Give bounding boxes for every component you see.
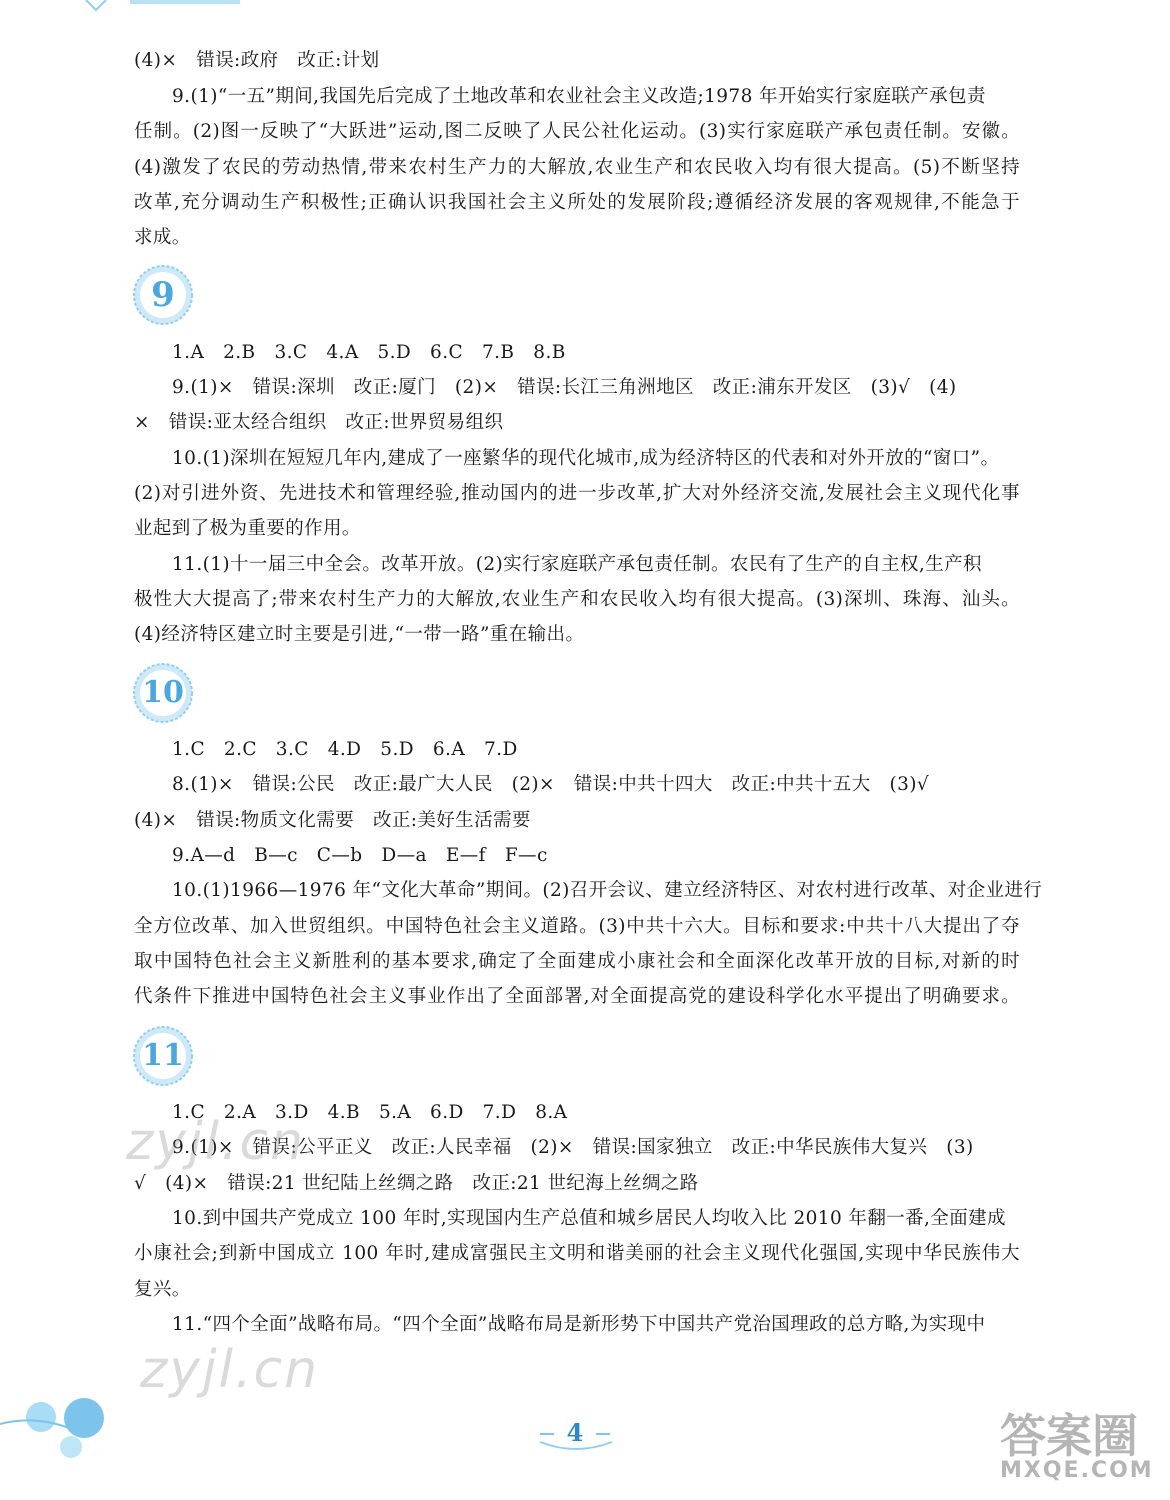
- answer-line: (4)× 错误:政府 改正:计划: [134, 50, 380, 71]
- answer-line: 9.(1)× 错误:公平正义 改正:人民幸福 (2)× 错误:国家独立 改正:中华民族伟大复兴 (3): [172, 1137, 974, 1158]
- badge-number: 11: [142, 1038, 184, 1073]
- page-number-arc-icon: [538, 1440, 614, 1454]
- answer-line: 业起到了极为重要的作用。: [134, 518, 361, 539]
- answer-line: 代条件下推进中国特色社会主义事业作出了全面部署,对全面提高党的建设科学化水平提出了明确要求。: [134, 986, 1020, 1007]
- footer-swoosh-icon: [0, 1410, 80, 1440]
- answer-line: 10.(1)1966—1976 年“文化大革命”期间。(2)召开会议、建立经济特区、对农村进行改革、对企业进行: [172, 880, 1043, 901]
- answer-line: 8.(1)× 错误:公民 改正:最广大人民 (2)× 错误:中共十四大 改正:中共十五大 (3)√: [172, 774, 930, 795]
- answer-line: 9.(1)“一五”期间,我国先后完成了土地改革和农业社会主义改造;1978 年开始实行家庭联产承包责: [172, 86, 986, 107]
- answer-line: 10.到中国共产党成立 100 年时,实现国内生产总值和城乡居民人均收入比 2010 年翻一番,全面建成: [172, 1208, 1006, 1229]
- answer-line: 求成。: [134, 227, 191, 248]
- answer-line: (4)× 错误:物质文化需要 改正:美好生活需要: [134, 810, 531, 831]
- section-badge-10: [132, 662, 194, 724]
- stamp-logo: 答案圈: [1000, 1409, 1138, 1463]
- stamp-url: MXQE.COM: [1000, 1458, 1154, 1483]
- watermark-2: zyjl.cn: [140, 1340, 320, 1400]
- answer-line: 1.A 2.B 3.C 4.A 5.D 6.C 7.B 8.B: [172, 342, 566, 363]
- answer-line: (2)对引进外资、先进技术和管理经验,推动国内的进一步改革,扩大对外经济交流,发展社会主义现代化事: [134, 483, 1020, 504]
- answer-line: 极性大大提高了;带来农村生产力的大解放,农业生产和农民收入均有很大提高。(3)深圳、珠海、汕头。: [134, 589, 1020, 610]
- answer-line: (4)激发了农民的劳动热情,带来农村生产力的大解放,农业生产和农民收入均有很大提高。(5)不断坚持: [134, 157, 1020, 178]
- answer-line: 改革,充分调动生产积极性;正确认识我国社会主义所处的发展阶段;遵循经济发展的客观规律,不能急于: [134, 192, 1020, 213]
- answer-line: (4)经济特区建立时主要是引进,“一带一路”重在输出。: [134, 624, 585, 645]
- answer-line: 复兴。: [134, 1279, 191, 1300]
- header-decoration: [0, 0, 260, 14]
- page-number: 4: [566, 1418, 584, 1447]
- answer-line: 10.(1)深圳在短短几年内,建成了一座繁华的现代化城市,成为经济特区的代表和对外开放的“窗口”。: [172, 448, 1000, 469]
- answer-line: 9.(1)× 错误:深圳 改正:厦门 (2)× 错误:长江三角洲地区 改正:浦东开发区 (3)√ (4): [172, 377, 957, 398]
- answer-line: 取中国特色社会主义新胜利的基本要求,确定了全面建成小康社会和全面深化改革开放的目标,对新的时: [134, 951, 1020, 972]
- answer-line: × 错误:亚太经合组织 改正:世界贸易组织: [134, 412, 504, 433]
- answer-line: 任制。(2)图一反映了“大跃进”运动,图二反映了人民公社化运动。(3)实行家庭联产承包责任制。安徽。: [134, 121, 1020, 142]
- answer-line: 1.C 2.C 3.C 4.D 5.D 6.A 7.D: [172, 739, 518, 760]
- answer-line: √ (4)× 错误:21 世纪陆上丝绸之路 改正:21 世纪海上丝绸之路: [134, 1173, 699, 1194]
- section-badge-9: [132, 264, 194, 326]
- answer-line: 全方位改革、加入世贸组织。中国特色社会主义道路。(3)中共十六大。目标和要求:中共十八大提出了夺: [134, 916, 1020, 937]
- answer-line: 1.C 2.A 3.D 4.B 5.A 6.D 7.D 8.A: [172, 1102, 568, 1123]
- answer-line: 9.A—d B—c C—b D—a E—f F—c: [172, 845, 548, 866]
- section-badge-11: [132, 1025, 194, 1087]
- badge-number: 9: [151, 275, 175, 315]
- badge-number: 10: [142, 675, 184, 710]
- answer-line: 11.(1)十一届三中全会。改革开放。(2)实行家庭联产承包责任制。农民有了生产的自主权,生产积: [172, 554, 982, 575]
- answer-line: 11.“四个全面”战略布局。“四个全面”战略布局是新形势下中国共产党治国理政的总方略,为实现中: [172, 1314, 986, 1335]
- answer-line: 小康社会;到新中国成立 100 年时,建成富强民主文明和谐美丽的社会主义现代化强国,实现中华民族伟大: [134, 1243, 1020, 1264]
- watermark-1: zyjl.cn: [126, 1112, 306, 1172]
